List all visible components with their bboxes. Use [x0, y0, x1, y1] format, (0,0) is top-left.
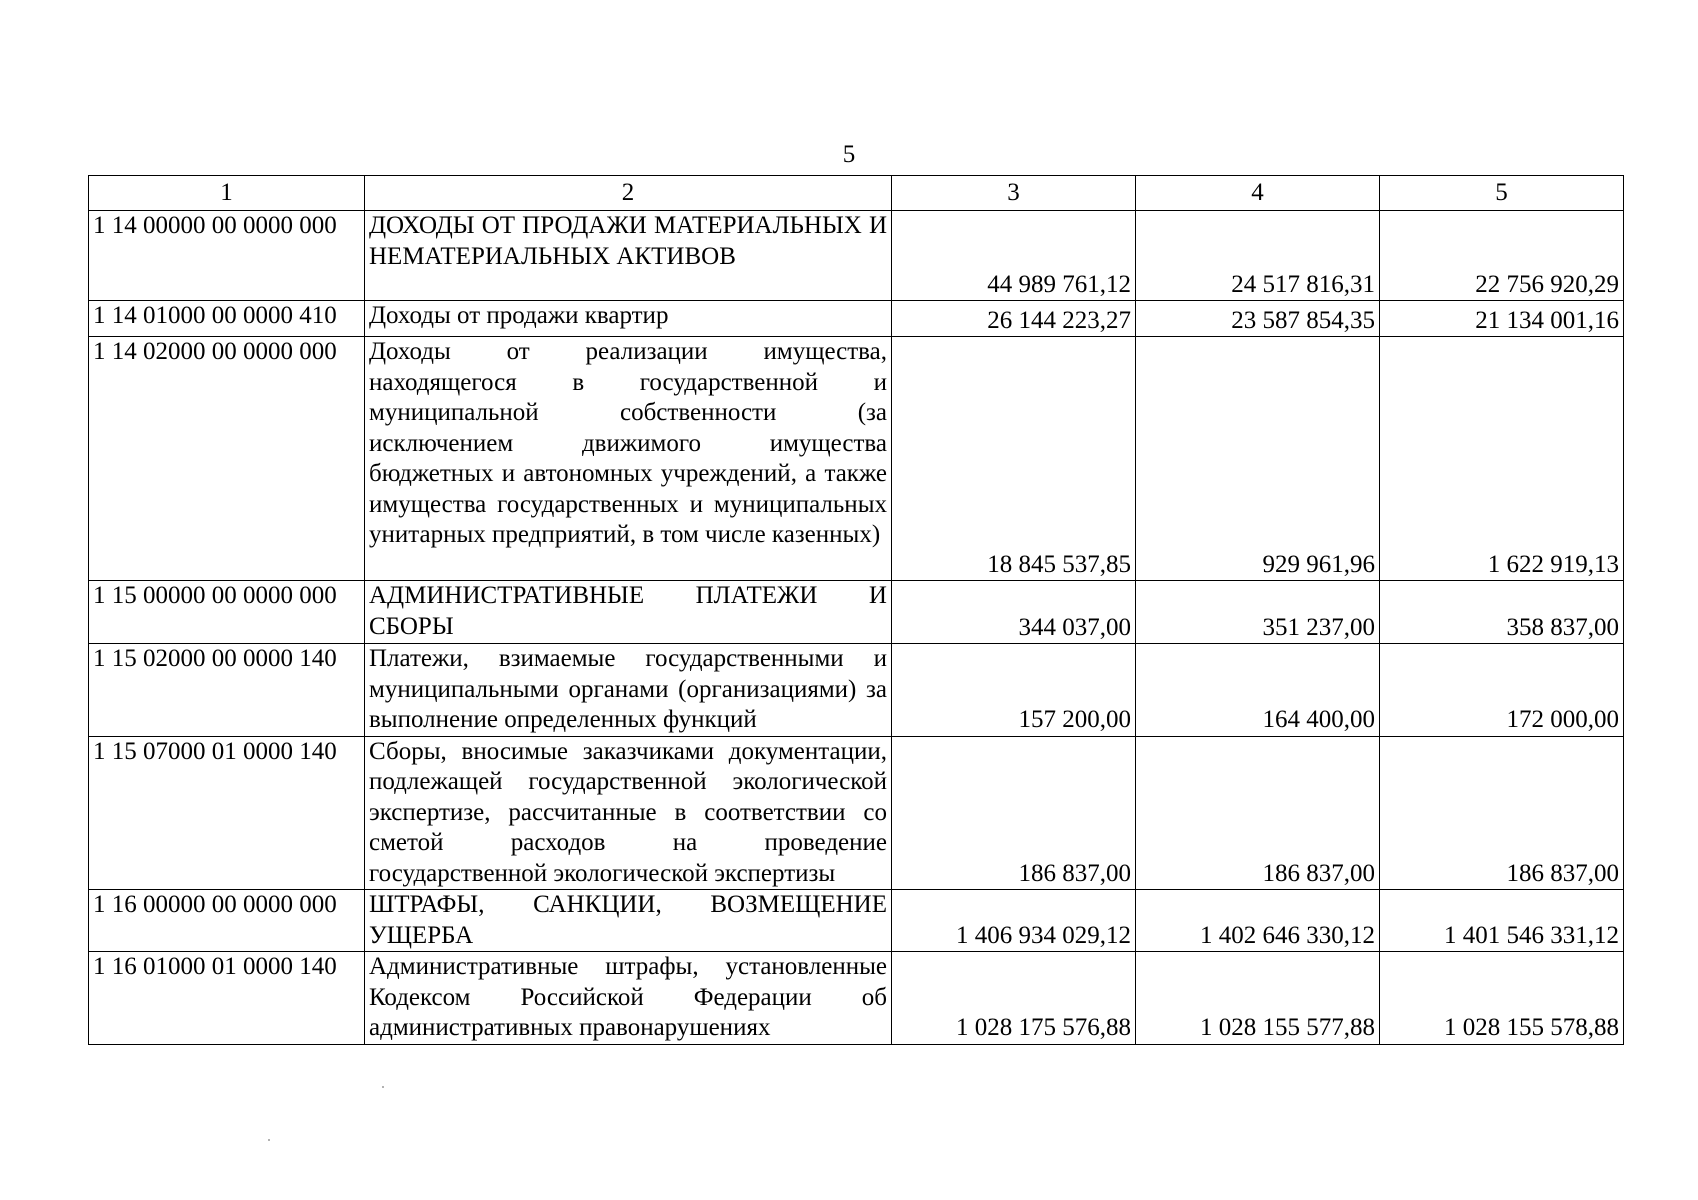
- row-amount-col5: 1 622 919,13: [1380, 337, 1624, 581]
- row-code: 1 14 02000 00 0000 000: [89, 337, 365, 581]
- table-row: [89, 736, 1624, 890]
- row-amount-col3: 26 144 223,27: [892, 301, 1136, 337]
- row-code: 1 14 00000 00 0000 000: [89, 211, 365, 301]
- row-amount-col3: 1 028 175 576,88: [892, 952, 1136, 1045]
- table-row: [89, 644, 1624, 737]
- row-code: 1 15 07000 01 0000 140: [89, 736, 365, 890]
- row-code: 1 16 00000 00 0000 000: [89, 890, 365, 952]
- row-code: 1 16 01000 01 0000 140: [89, 952, 365, 1045]
- header-row: [89, 176, 1624, 211]
- header-col-5: 5: [1380, 176, 1624, 211]
- table-row: [89, 890, 1624, 952]
- row-name: Административные штрафы, установленные Кодексом Российской Федерации об административных правонарушениях: [365, 952, 892, 1045]
- table-row: [89, 952, 1624, 1045]
- row-amount-col5: 21 134 001,16: [1380, 301, 1624, 337]
- header-col-2: 2: [365, 176, 892, 211]
- row-amount-col5: 1 028 155 578,88: [1380, 952, 1624, 1045]
- row-amount-col3: 157 200,00: [892, 644, 1136, 737]
- header-col-4: 4: [1136, 176, 1380, 211]
- header-col-3: 3: [892, 176, 1136, 211]
- row-amount-col3: 344 037,00: [892, 581, 1136, 644]
- row-code: 1 15 02000 00 0000 140: [89, 644, 365, 737]
- row-amount-col4: 164 400,00: [1136, 644, 1380, 737]
- row-name: Сборы, вносимые заказчиками документации, подлежащей государственной экологической экспертизе, рассчитанные в соответствии со сметой расходов на проведение государственной экологической экспертизы: [365, 736, 892, 890]
- row-name: ДОХОДЫ ОТ ПРОДАЖИ МАТЕРИАЛЬНЫХ И НЕМАТЕРИАЛЬНЫХ АКТИВОВ: [365, 211, 892, 301]
- row-amount-col4: 1 402 646 330,12: [1136, 890, 1380, 952]
- row-name: Доходы от реализации имущества, находящегося в государственной и муниципальной собственности (за исключением движимого имущества бюджетных и автономных учреждений, а также имущества государственных и муниципальных унитарных предприятий, в том числе казенных): [365, 337, 892, 581]
- table-header: [89, 176, 1624, 211]
- row-name: ШТРАФЫ, САНКЦИИ, ВОЗМЕЩЕНИЕ УЩЕРБА: [365, 890, 892, 952]
- row-amount-col3: 18 845 537,85: [892, 337, 1136, 581]
- table-row: [89, 301, 1624, 337]
- table-row: [89, 581, 1624, 644]
- page-number: 5: [842, 141, 856, 168]
- scan-speck: [382, 1086, 384, 1088]
- table-row: [89, 337, 1624, 581]
- row-amount-col3: 44 989 761,12: [892, 211, 1136, 301]
- row-amount-col5: 358 837,00: [1380, 581, 1624, 644]
- row-name: Платежи, взимаемые государственными и муниципальными органами (организациями) за выполнение определенных функций: [365, 644, 892, 737]
- revenue-table: [88, 175, 1624, 1045]
- table-body: [89, 211, 1624, 1045]
- row-amount-col5: 186 837,00: [1380, 736, 1624, 890]
- row-amount-col4: 1 028 155 577,88: [1136, 952, 1380, 1045]
- row-amount-col5: 172 000,00: [1380, 644, 1624, 737]
- row-code: 1 15 00000 00 0000 000: [89, 581, 365, 644]
- row-name: АДМИНИСТРАТИВНЫЕ ПЛАТЕЖИ И СБОРЫ: [365, 581, 892, 644]
- row-amount-col3: 1 406 934 029,12: [892, 890, 1136, 952]
- header-col-1: 1: [89, 176, 365, 211]
- row-amount-col5: 1 401 546 331,12: [1380, 890, 1624, 952]
- row-amount-col3: 186 837,00: [892, 736, 1136, 890]
- row-amount-col4: 186 837,00: [1136, 736, 1380, 890]
- row-amount-col4: 24 517 816,31: [1136, 211, 1380, 301]
- scan-speck: [268, 1139, 270, 1141]
- table-row: [89, 211, 1624, 301]
- row-amount-col4: 351 237,00: [1136, 581, 1380, 644]
- row-amount-col4: 23 587 854,35: [1136, 301, 1380, 337]
- row-amount-col4: 929 961,96: [1136, 337, 1380, 581]
- row-amount-col5: 22 756 920,29: [1380, 211, 1624, 301]
- row-name: Доходы от продажи квартир: [365, 301, 892, 337]
- row-code: 1 14 01000 00 0000 410: [89, 301, 365, 337]
